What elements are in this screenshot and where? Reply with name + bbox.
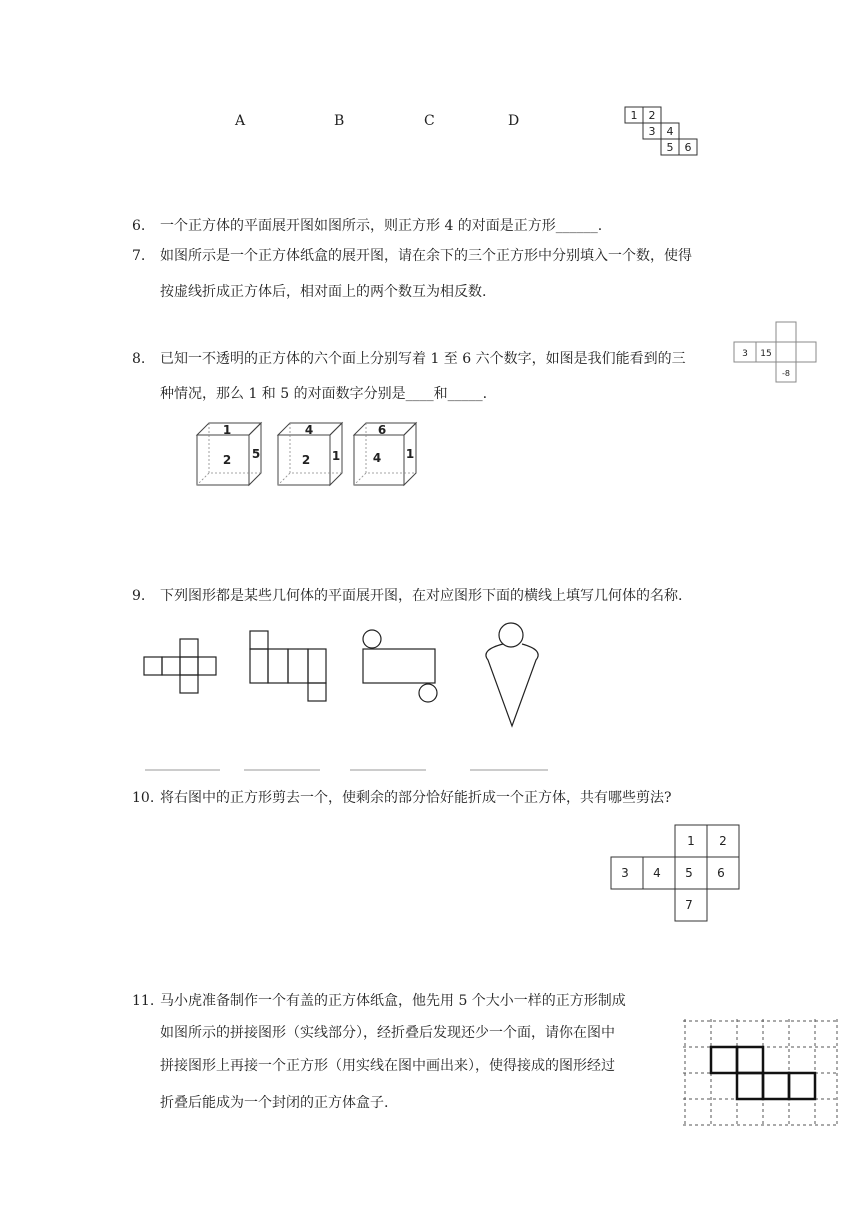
q10-net-label: 4 [653, 866, 661, 880]
cube2-top-label: 4 [304, 423, 314, 437]
option-d: D [508, 113, 520, 129]
cube3-side-label: 1 [405, 447, 415, 461]
q7-net-label: -8 [782, 369, 790, 378]
q11-number: 11. [132, 993, 155, 1009]
cube1-top-label: 1 [222, 423, 232, 437]
q7-line1: 如图所示是一个正方体纸盒的展开图，请在余下的三个正方形中分别填入一个数，使得 [160, 248, 692, 264]
q8-cubes-figure [194, 420, 430, 490]
q6-net-label: 1 [630, 109, 638, 122]
option-c: C [424, 113, 435, 129]
cube3-front-label: 4 [372, 451, 382, 465]
cube2-front-label: 2 [301, 453, 311, 467]
q7-net-label: 3 [742, 349, 748, 359]
q6-net-label: 4 [666, 125, 674, 138]
q11-line1: 马小虎准备制作一个有盖的正方体纸盒，他先用 5 个大小一样的正方形制成 [160, 993, 626, 1009]
option-b: B [334, 113, 345, 129]
cube1-side-label: 5 [251, 447, 261, 461]
q7-line2: 按虚线折成正方体后，相对面上的两个数互为相反数. [160, 284, 487, 300]
q11-line3: 拼接图形上再接一个正方形（用实线在图中画出来），使得接成的图形经过 [160, 1058, 615, 1074]
q10-cube-net-figure [608, 822, 744, 924]
q10-number: 10. [132, 790, 155, 806]
q8-number: 8. [132, 351, 146, 367]
q10-net-label: 1 [687, 834, 695, 848]
q6-net-label: 3 [648, 125, 656, 138]
cube1-front-label: 2 [222, 453, 232, 467]
option-a: A [235, 113, 246, 129]
q6-text: 一个正方体的平面展开图如图所示，则正方形 4 的对面是正方形______. [160, 218, 603, 234]
q11-line4: 折叠后能成为一个封闭的正方体盒子. [160, 1095, 389, 1111]
q6-net-label: 6 [684, 141, 692, 154]
q11-grid-figure [680, 1016, 842, 1128]
q10-net-label: 6 [717, 866, 725, 880]
q7-net-label: 15 [760, 349, 772, 359]
q10-net-label: 5 [685, 866, 693, 880]
q8-line2: 种情况，那么 1 和 5 的对面数字分别是____和_____. [160, 386, 488, 402]
q8-line1: 已知一不透明的正方体的六个面上分别写着 1 至 6 六个数字，如图是我们能看到的三 [160, 351, 686, 367]
q11-line2: 如图所示的拼接图形（实线部分），经折叠后发现还少一个面，请你在图中 [160, 1025, 615, 1041]
q7-number: 7. [132, 248, 146, 264]
q6-net-label: 2 [648, 109, 656, 122]
q6-cube-net-figure [620, 104, 710, 164]
q9-number: 9. [132, 588, 146, 604]
q9-nets-figure [140, 620, 560, 780]
q10-text: 将右图中的正方形剪去一个，使剩余的部分恰好能折成一个正方体，共有哪些剪法? [160, 790, 672, 806]
q6-number: 6. [132, 218, 146, 234]
q10-net-label: 2 [719, 834, 727, 848]
q10-net-label: 3 [621, 866, 629, 880]
cube2-side-label: 1 [331, 449, 341, 463]
q9-text: 下列图形都是某些几何体的平面展开图，在对应图形下面的横线上填写几何体的名称. [160, 588, 683, 604]
q10-net-label: 7 [685, 898, 693, 912]
cube3-top-label: 6 [377, 423, 387, 437]
q6-net-label: 5 [666, 141, 674, 154]
q7-cube-net-figure [730, 318, 822, 384]
